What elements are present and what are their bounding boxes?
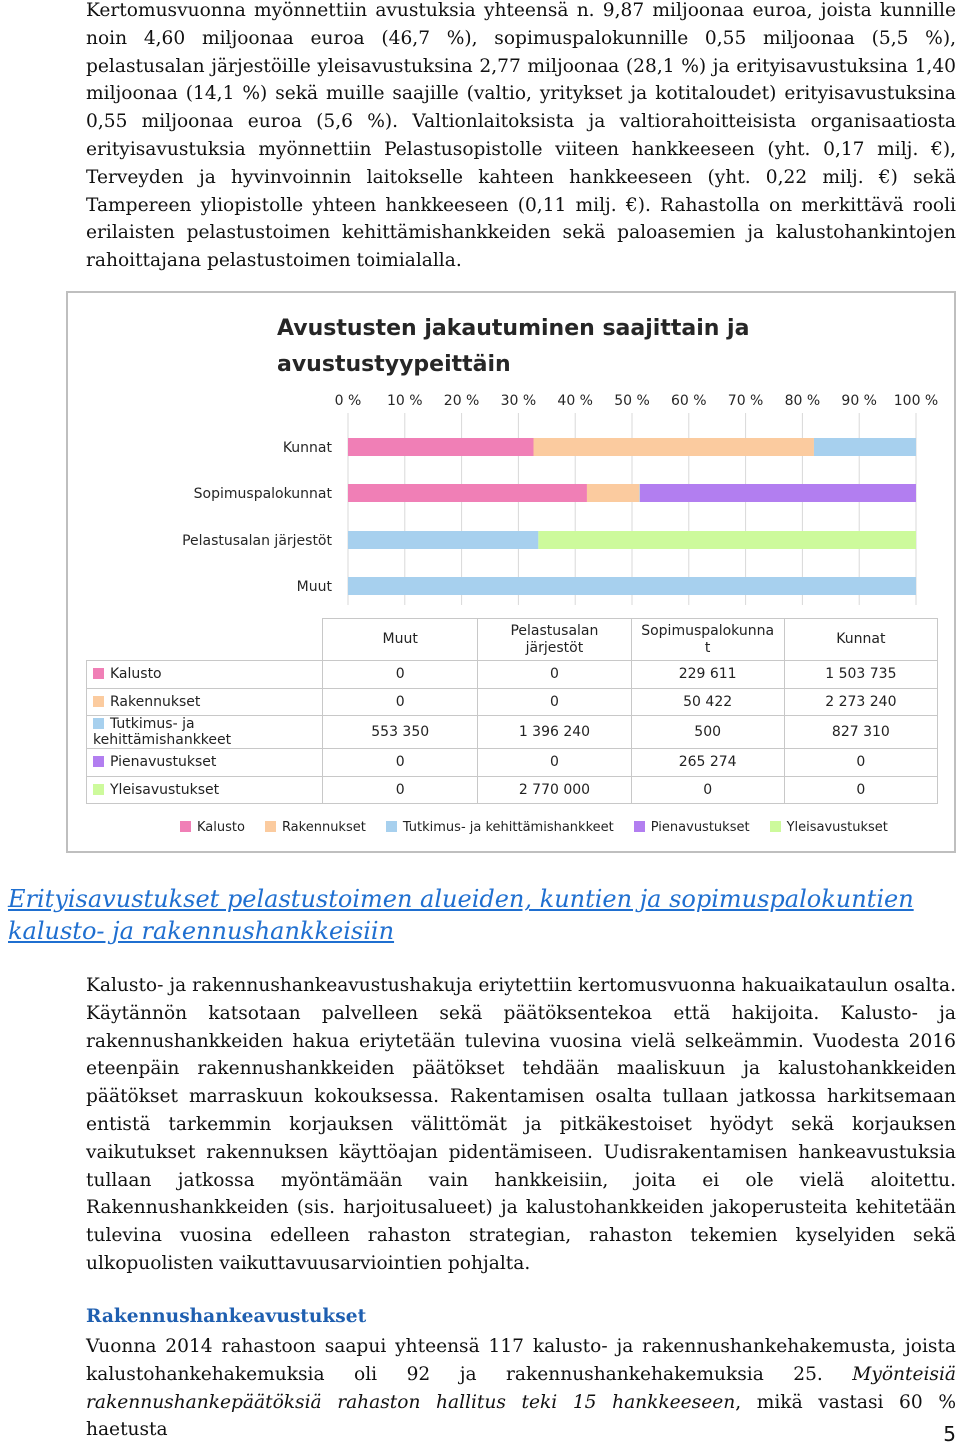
table-row (87, 776, 938, 804)
bar-segment (348, 484, 587, 502)
chart-title-line: Avustusten jakautuminen saajittain ja (277, 316, 750, 341)
bar-segment (348, 531, 538, 549)
chart-legend (180, 820, 908, 835)
y-category-label: Pelastusalan järjestöt (182, 533, 332, 549)
table-cell: 553 350 (323, 716, 478, 749)
table-cell: 2 770 000 (478, 776, 631, 804)
table-cell: 0 (478, 749, 631, 777)
table-corner-cell (87, 619, 323, 661)
x-tick-label: 60 % (671, 393, 707, 409)
table-cell: 500 (631, 716, 784, 749)
p3-italic: Myönteisiä rakennushankepäätöksiä rahaston hallitus teki 15 hankkeeseen (86, 1363, 956, 1413)
legend-swatch (93, 784, 104, 795)
legend-item (770, 820, 888, 835)
x-tick-label: 90 % (841, 393, 877, 409)
table-row-label (87, 688, 323, 716)
legend-item (180, 820, 245, 835)
bar-segment (814, 438, 916, 456)
table-cell: 827 310 (784, 716, 937, 749)
legend-swatch (93, 756, 104, 767)
table-cell: 0 (323, 661, 478, 689)
x-tick-label: 100 % (893, 393, 939, 409)
bar-segment (348, 577, 916, 595)
legend-swatch (634, 821, 645, 832)
bar-segment (587, 484, 639, 502)
legend-item (634, 820, 750, 835)
legend-swatch (265, 821, 276, 832)
table-cell: 0 (323, 688, 478, 716)
legend-item (265, 820, 366, 835)
subheading: Rakennushankeavustukset (86, 1306, 367, 1327)
section-heading: Erityisavustukset pelastustoimen alueiden, kuntien ja sopimuspalokuntien kalusto- ja rakennushankkeisiin (8, 885, 914, 945)
legend-label: Yleisavustukset (786, 820, 888, 835)
bar-segment (348, 438, 534, 456)
x-tick-label: 40 % (557, 393, 593, 409)
x-tick-label: 10 % (387, 393, 423, 409)
x-tick-label: 0 % (334, 393, 362, 409)
legend-swatch (770, 821, 781, 832)
x-tick-label: 80 % (784, 393, 821, 409)
legend-label: Pienavustukset (650, 820, 750, 835)
bar-segment (534, 438, 814, 456)
table-header-muut: Muut (323, 619, 478, 661)
table-header-kunnat: Kunnat (784, 619, 937, 661)
y-category-label: Sopimuspalokunnat (193, 486, 332, 502)
table-row (87, 749, 938, 777)
table-header-row (87, 619, 938, 661)
y-category-label: Kunnat (282, 440, 332, 456)
legend-label: Tutkimus- ja kehittämishankkeet (402, 820, 614, 835)
table-cell: 0 (478, 661, 631, 689)
table-cell: 0 (323, 776, 478, 804)
table-row-label (87, 716, 323, 749)
legend-label: Rakennukset (281, 820, 366, 835)
series-name: Yleisavustukset (110, 781, 220, 798)
x-tick-label: 30 % (500, 393, 537, 409)
table-cell: 229 611 (631, 661, 784, 689)
table-header-sopimuspalokunnat: Sopimuspalokunna t (631, 619, 784, 661)
x-tick-label: 50 % (614, 393, 650, 409)
table-cell: 0 (784, 776, 937, 804)
table-row (87, 716, 938, 749)
series-name: Kalusto (110, 666, 162, 683)
page-number: 5 (943, 1422, 956, 1446)
table-cell: 0 (323, 749, 478, 777)
table-row (87, 688, 938, 716)
legend-swatch (386, 821, 397, 832)
x-tick-label: 20 % (443, 393, 480, 409)
body-paragraph-2 (86, 1333, 956, 1444)
legend-swatch (180, 821, 191, 832)
legend-item (386, 820, 614, 835)
legend-swatch (93, 718, 104, 729)
table-header-jarjestot: Pelastusalan järjestöt (478, 619, 631, 661)
legend-swatch (93, 696, 104, 707)
series-name: Rakennukset (110, 693, 201, 710)
bar-segment (639, 484, 640, 502)
table-cell: 265 274 (631, 749, 784, 777)
legend-swatch (93, 668, 104, 679)
table-cell: 50 422 (631, 688, 784, 716)
table-row-label (87, 776, 323, 804)
bar-segment (640, 484, 916, 502)
legend-label: Kalusto (197, 820, 245, 835)
table-cell: 0 (631, 776, 784, 804)
intro-paragraph: Kertomusvuonna myönnettiin avustuksia yhteensä n. 9,87 miljoonaa euroa, joista kunnille noin 4,60 miljoonaa euroa (46,7 %), sopimuspalokunnille 0,55 miljoonaa (5,5 %), pelastusalan järjestöille yleisavustuksina 2,77 miljoonaa (28,1 %) ja erityisavustuksina 1,40 miljoonaa (14,1 %) sekä muille saajille (valtio, yritykset ja kotitaloudet) erityisavustuksina 0,55 miljoonaa euroa (5,6 %). Valtionlaitoksista ja valtiorahoitteisista organisaatiosta erityisavustuksia myönnettiin Pelastusopistolle viiteen hankkeeseen (yht. 0,17 milj. €), Terveyden ja hyvinvoinnin laitokselle kahteen hankkeeseen (yht. 0,22 milj. €) sekä Tampereen yliopistolle yhteen hankkeeseen (0,11 milj. €). Rahastolla on merkittävä rooli erilaisten pelastustoimen kehittämishankkeiden sekä paloasemien ja kalustohankintojen rahoittajana pelastustoimen toimialalla. (86, 0, 956, 272)
table-cell: 1 396 240 (478, 716, 631, 749)
table-cell: 0 (784, 749, 937, 777)
chart-title-line: avustustyypeittäin (277, 352, 511, 377)
p3-start: Vuonna 2014 rahastoon saapui yhteensä 117 kalusto- ja rakennushankehakemusta, joista kalustohankehakemuksia oli 92 ja rakennushankehakemuksia 25. (86, 1336, 956, 1385)
x-tick-label: 70 % (727, 393, 764, 409)
series-name: Tutkimus- ja kehittämishankkeet (93, 716, 232, 748)
table-row-label (87, 749, 323, 777)
bar-segment (538, 531, 916, 549)
body-paragraph: Kalusto- ja rakennushankeavustushakuja eriytettiin kertomusvuonna hakuaikataulun osalta. Käytännön katsotaan palvelleen sekä päätöksentekoa että hakijoita. Kalusto- ja rakennushankkeiden hakua eriytetään tulevina vuosina vielä selkeämmin. Vuodesta 2016 eteenpäin rakennushankkeiden päätökset tehdään maaliskuun ja kalustohankkeiden päätökset marraskuun kokouksessa. Rakentamisen osalta tullaan jatkossa harkitsemaan entistä tarkemmin korjauksen välittömät ja pitkäkestoiset hyödyt sekä korjauksen vaikutukset rakennuksen käyttöajan pidentämiseen. Uudisrakentamisen hankeavustuksia tullaan jatkossa myöntämään vain hankkeisiin, joita ei ole vielä aloitettu. Rakennushankkeiden (sis. harjoitusalueet) ja kalustohankkeiden jakoperusteita kehitetään tulevina vuosina edelleen rahaston strategian, rahaston tekemien kyselyiden sekä ulkopuolisten vaikuttavuusarviointien pohjalta. (86, 975, 956, 1274)
table-cell: 0 (478, 688, 631, 716)
p3-end: , mikä vastasi 60 % haetusta (86, 1391, 956, 1441)
table-row-label (87, 661, 323, 689)
y-category-label: Muut (296, 579, 332, 595)
table-row (87, 661, 938, 689)
chart-data-table (86, 618, 938, 804)
table-cell: 2 273 240 (784, 688, 937, 716)
series-name: Pienavustukset (110, 754, 217, 771)
table-cell: 1 503 735 (784, 661, 937, 689)
